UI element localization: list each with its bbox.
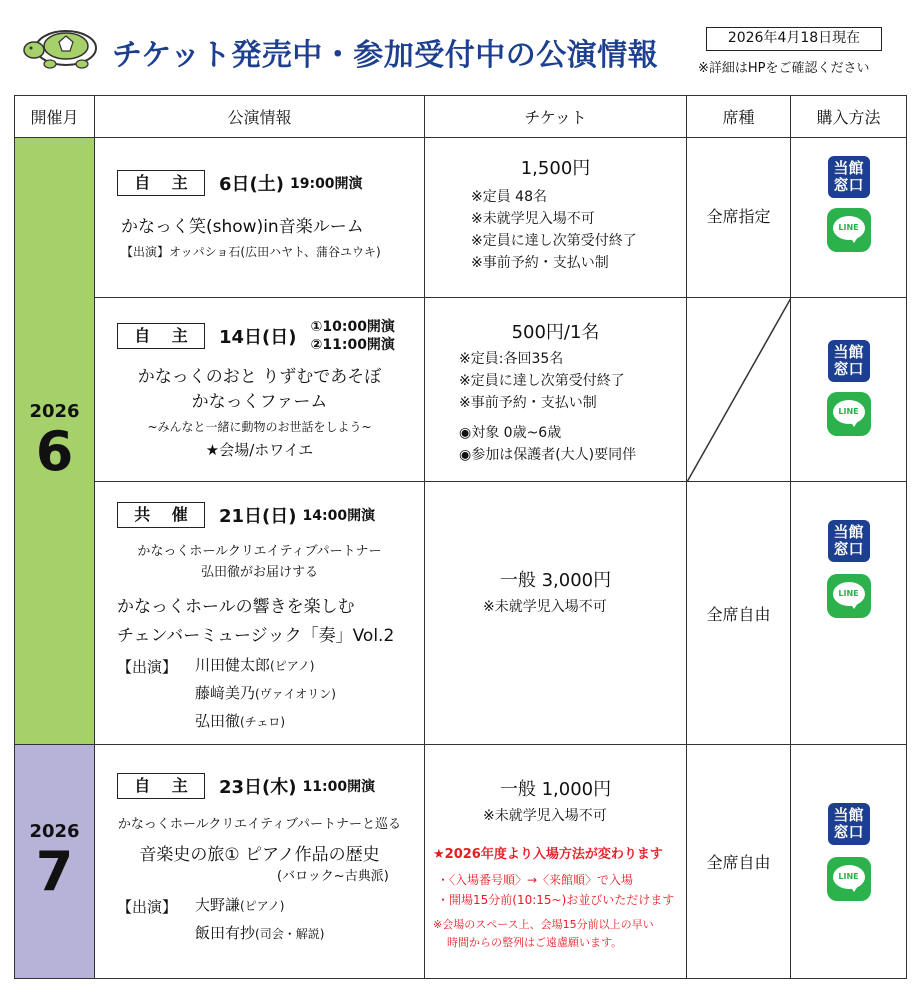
ticket-note: ※定員 48名 (471, 189, 547, 205)
event-info (95, 482, 425, 745)
line-purchase-icon[interactable] (827, 392, 871, 436)
ticket-note: ※未就学児入場不可 (483, 599, 607, 615)
performer: 飯田有抄(司会・解説) (195, 924, 325, 942)
event-date: 23日(木) (219, 777, 297, 798)
entry-change-detail: ・開場15分前(10:15~)お並びいただけます (437, 893, 675, 907)
event-type-tag: 自 主 (117, 323, 205, 349)
performers-label: 【出演】 (117, 658, 178, 676)
performer: 大野謙(ピアノ) (195, 896, 285, 914)
header-ticket: チケット (425, 96, 687, 138)
purchase-methods (791, 482, 907, 745)
table-row (15, 745, 907, 979)
diagonal-slash (687, 298, 791, 482)
ticket-note: ※定員に達し次第受付終了 (459, 373, 625, 389)
event-time: 19:00開演 (289, 176, 363, 192)
counter-purchase-icon[interactable]: 当館 窓口 (828, 340, 870, 382)
month-cell-july (15, 745, 95, 979)
entry-change-note: ※会場のスペース上、会場15分前以上の早い (433, 918, 654, 931)
event-time: 14:00開演 (302, 508, 376, 524)
event-type-tag: 自 主 (117, 170, 205, 196)
turtle-logo-icon (22, 22, 104, 72)
event-presenter-2: 弘田徹がお届けする (200, 565, 318, 580)
event-type-tag: 共 催 (117, 502, 205, 528)
table-header-row (15, 96, 907, 138)
ticket-info (425, 745, 687, 979)
entry-change-detail: ・〈入場番号順〉→〈来館順〉で入場 (437, 873, 634, 887)
event-date: 6日(土) (219, 174, 284, 195)
event-date: 14日(日) (219, 327, 297, 348)
counter-purchase-icon[interactable]: 当館 窓口 (828, 520, 870, 562)
ticket-target: ◉参加は保護者(大人)要同伴 (459, 447, 637, 463)
ticket-note: ※事前予約・支払い制 (471, 255, 609, 271)
event-title: かなっく笑(show)in音楽ルーム (121, 217, 364, 237)
ticket-info (425, 298, 687, 482)
seat-type: 全席自由 (687, 745, 791, 979)
entry-change-alert: ★2026年度より入場方法が変わります (433, 847, 663, 862)
event-title-2: チェンバーミュージック「奏」Vol.2 (117, 626, 395, 646)
line-purchase-icon[interactable] (827, 574, 871, 618)
event-venue: ★会場/ホワイエ (205, 441, 314, 459)
event-performers: 【出演】オッパショ石(広田ハヤト、蒲谷ユウキ) (121, 245, 381, 259)
ticket-info (425, 138, 687, 298)
details-note: ※詳細はHPをご確認ください (698, 61, 870, 76)
ticket-note: ※未就学児入場不可 (471, 211, 595, 227)
event-title: 音楽史の旅① ピアノ作品の歴史 (139, 845, 380, 865)
performers-label: 【出演】 (117, 898, 178, 916)
events-table (14, 95, 907, 979)
counter-purchase-icon[interactable]: 当館 窓口 (828, 803, 870, 845)
event-presenter: かなっくホールクリエイティブパートナーと巡る (117, 817, 402, 832)
line-purchase-icon[interactable] (827, 208, 871, 252)
event-presenter: かなっくホールクリエイティブパートナー (137, 544, 382, 559)
seat-type-empty (687, 298, 791, 482)
page-header (0, 0, 920, 95)
month-number: 7 (35, 840, 74, 903)
page-title: チケット発売中・参加受付中の公演情報 (112, 38, 659, 73)
ticket-price: 1,500円 (520, 158, 591, 179)
ticket-info (425, 482, 687, 745)
month-cell-june (15, 138, 95, 745)
performer: 藤﨑美乃(ヴァイオリン) (195, 684, 336, 702)
counter-purchase-icon[interactable]: 当館 窓口 (828, 156, 870, 198)
entry-change-note-2: 時間からの整列はご遠慮願います。 (447, 936, 623, 949)
ticket-target: ◉対象 0歳~6歳 (459, 425, 562, 441)
table-row (15, 138, 907, 298)
event-title: かなっくホールの響きを楽しむ (117, 597, 355, 617)
ticket-note: ※定員:各回35名 (459, 351, 564, 367)
ticket-note: ※事前予約・支払い制 (459, 395, 597, 411)
purchase-methods (791, 298, 907, 482)
ticket-note: ※定員に達し次第受付終了 (471, 233, 637, 249)
event-info (95, 298, 425, 482)
event-time-2: ②11:00開演 (310, 337, 395, 353)
event-title: かなっくのおと りずむであそぼ (137, 367, 382, 387)
line-label: LINE (833, 582, 865, 606)
event-info (95, 138, 425, 298)
event-time-1: ①10:00開演 (310, 319, 395, 335)
line-label: LINE (833, 216, 865, 240)
event-type-tag: 自 主 (117, 773, 205, 799)
event-subtitle: ~みんなと一緒に動物のお世話をしよう~ (147, 420, 372, 434)
header-seat: 席種 (687, 96, 791, 138)
event-title-2: かなっくファーム (191, 392, 328, 412)
table-row (15, 482, 907, 745)
line-label: LINE (833, 865, 865, 889)
line-label: LINE (833, 400, 865, 424)
event-subtitle: (バロック~古典派) (277, 869, 389, 884)
month-year: 2026 (29, 821, 80, 842)
ticket-price: 500円/1名 (511, 322, 600, 343)
event-date: 21日(日) (219, 506, 297, 527)
purchase-methods (791, 138, 907, 298)
ticket-price: 一般 3,000円 (499, 570, 612, 591)
performer: 川田健太郎(ピアノ) (195, 656, 315, 674)
seat-type: 全席自由 (687, 482, 791, 745)
event-info (95, 745, 425, 979)
line-purchase-icon[interactable] (827, 857, 871, 901)
seat-type: 全席指定 (687, 138, 791, 298)
as-of-date: 2026年4月18日現在 (706, 27, 882, 51)
header-info: 公演情報 (95, 96, 425, 138)
table-row (15, 298, 907, 482)
performer: 弘田徹(チェロ) (195, 712, 286, 730)
ticket-price: 一般 1,000円 (499, 779, 612, 800)
event-time: 11:00開演 (302, 779, 376, 795)
month-number: 6 (35, 419, 74, 483)
header-purchase: 購入方法 (791, 96, 907, 138)
header-month: 開催月 (15, 96, 95, 138)
purchase-methods (791, 745, 907, 979)
ticket-note: ※未就学児入場不可 (483, 808, 607, 824)
month-year: 2026 (29, 400, 80, 422)
